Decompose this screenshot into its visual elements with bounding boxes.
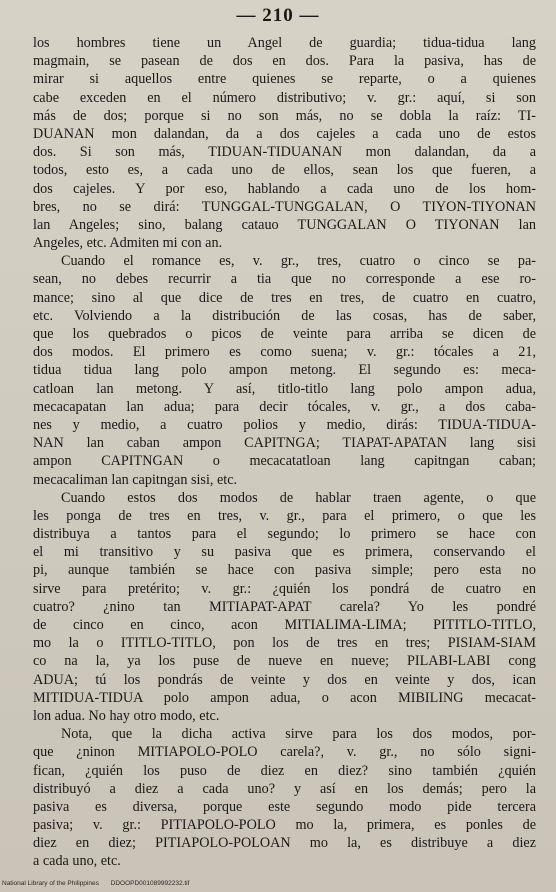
scan-footer	[2, 880, 199, 887]
text-line: nes y medio, a cuatro polios y medio, dirás: TIDUA-TIDUA-	[33, 416, 536, 433]
text-line: distribuyó a diez a cada uno? y así en los demás; pero la	[33, 780, 536, 797]
text-line: bres, no se dirá: TUNGGAL-TUNGGALAN, O TIYON-TIYONAN	[33, 198, 536, 215]
text-line: lan Angeles; sino, balang catauo TUNGGALAN O TIYONAN lan	[33, 216, 536, 233]
text-line: sirve para pretérito; v. gr.: ¿quién los pondrá de cuatro en	[33, 580, 536, 597]
text-line: lon adua. No hay otro modo, etc.	[33, 707, 220, 724]
text-line: pasiva es diversa, porque este segundo modo pide tercera	[33, 798, 536, 815]
text-line: mecacapatan lan adua; para decir tócales, v. gr., a dos caba-	[33, 398, 536, 415]
text-line: dos modos. El primero es como suena; v. gr.: tócales a 21,	[33, 344, 536, 361]
text-line: mo la o ITITLO-TITLO, pon los de tres en tres; PISIAM-SIAM	[33, 635, 536, 652]
library-credit: National Library of the Philippines	[2, 880, 99, 887]
text-line: los hombres tiene un Angel de guardia; tidua-tidua lang	[33, 35, 536, 51]
text-line: magmain, se pasean de dos en dos. Para la pasiva, has de	[33, 53, 536, 70]
text-line: de cinco en cinco, acon MITIALIMA-LIMA; PITITLO-TITLO,	[33, 617, 536, 633]
text-line: sean, no debes recurrir a tia que no corresponde a ese ro-	[33, 271, 536, 288]
text-line: etc. Volviendo a la distribución de las cosas, has de saber,	[33, 307, 536, 324]
text-line: ADUA; tú los pondrás de veinte y dos en veinte y dos, ican	[33, 671, 536, 688]
text-line: tidua tidua lang polo ampon metong. El segundo es: meca-	[33, 362, 536, 379]
text-line: que los quebrados o picos de veinte para arriba se dicen de	[33, 326, 536, 342]
text-line: mecacaliman lan capitngan sisi, etc.	[33, 471, 238, 488]
text-line: fican, ¿quién los puso de diez en diez? sino también ¿quién	[33, 762, 536, 779]
text-line: mirar si aquellos entre quienes se reparte, o a quienes	[33, 71, 536, 88]
text-line: a cada uno, etc.	[33, 853, 121, 870]
text-line: DUANAN mon dalandan, da a dos cajeles a cada uno de estos	[33, 125, 536, 142]
text-line: que ¿ninon MITIAPOLO-POLO carela?, v. gr., no sólo signi-	[33, 744, 536, 761]
text-line: distribuya a tantos para el segundo; lo primero se hace con	[33, 526, 536, 543]
text-line: diez en diez; PITIAPOLO-POLOAN mo la, es distribuye a diez	[33, 835, 536, 852]
page-number: — 210 —	[236, 5, 320, 26]
text-line: cabe exceden en el número distributivo; v. gr.: aquí, si son	[33, 89, 536, 106]
text-line: Cuando el romance es, v. gr., tres, cuatro o cinco se pa-	[61, 253, 536, 270]
text-line: les ponga de tres en tres, v. gr., para el primero, o que les	[33, 507, 536, 524]
scan-file-code: DDOOPD001089992232.tif	[110, 880, 190, 887]
text-line: ampon CAPITNGAN o mecacatatloan lang capitngan caban;	[33, 453, 536, 470]
text-line: pasiva; v. gr.: PITIAPOLO-POLO mo la, primera, es ponles de	[33, 817, 536, 834]
text-line: co na la, ya los puse de nueve en nueve; PILABI-LABI cong	[33, 653, 536, 670]
text-line: dos cajeles. Y por eso, hablando a cada uno de los hom-	[33, 180, 536, 197]
text-line: Nota, que la dicha activa sirve para los dos modos, por-	[61, 726, 536, 743]
text-line: el mi transitivo y su pasiva que es primera, conservando el	[33, 544, 536, 561]
text-line: mance; sino al que dice de tres en tres, de cuatro en cuatro,	[33, 289, 536, 306]
body-text	[33, 34, 536, 871]
text-line: dos. Si son más, TIDUAN-TIDUANAN mon dalandan, da a	[33, 144, 536, 161]
text-line: cuatro? ¿nino tan MITIAPAT-APAT carela? Yo les pondré	[33, 598, 536, 615]
text-line: Cuando estos dos modos de hablar traen agente, o que	[61, 489, 536, 506]
text-line: pi, aunque también se hace con pasiva simple; pero esta no	[33, 562, 536, 579]
text-line: todos, esto es, a cada uno de ellos, sean los que fueren, a	[33, 162, 536, 179]
text-line: más de dos; porque si no son más, no se dobla la raíz: TI-	[33, 107, 536, 124]
text-line: Angeles, etc. Admiten mi con an.	[33, 235, 223, 252]
text-line: MITIDUA-TIDUA polo ampon adua, o acon MIBILING mecacat-	[33, 689, 536, 706]
text-line: catloan lan metong. Y así, titlo-titlo lang polo ampon adua,	[33, 380, 536, 397]
text-line: NAN lan caban ampon CAPITNGA; TIAPAT-APATAN lang sisi	[33, 435, 536, 452]
